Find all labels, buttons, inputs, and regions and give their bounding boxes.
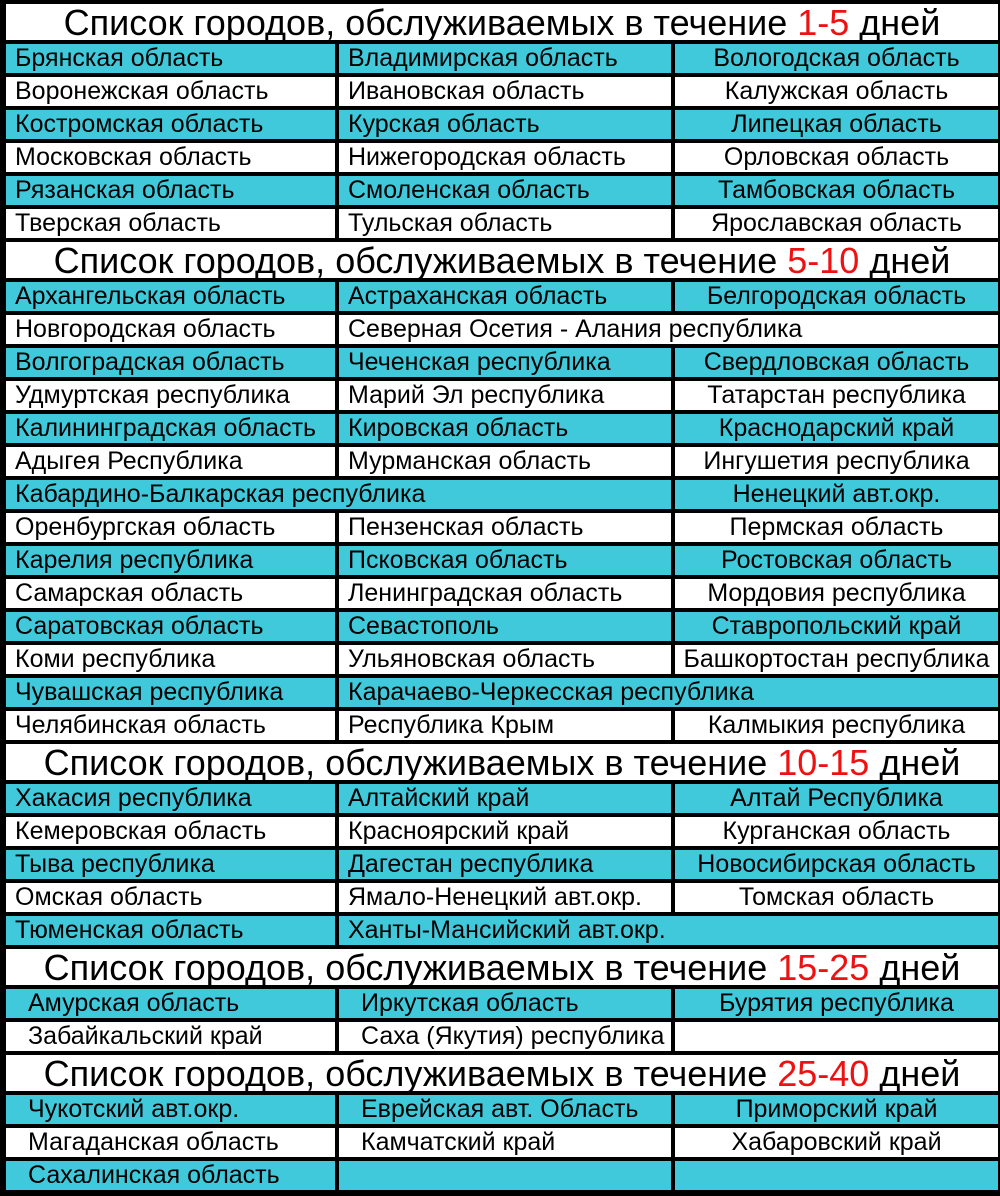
region-cell: Магаданская область — [3, 1126, 337, 1159]
region-cell: Астраханская область — [337, 280, 673, 313]
region-cell: Брянская область — [3, 42, 337, 75]
region-cell: Иркутская область — [337, 987, 673, 1020]
region-cell: Новосибирская область — [673, 848, 1000, 881]
days-range: 10-15 — [777, 741, 870, 783]
table-row — [3, 610, 1000, 643]
section-title-prefix: Список городов, обслуживаемых в течение — [53, 239, 788, 281]
region-cell: Карачаево-Черкесская республика — [337, 676, 1000, 709]
region-cell: Нижегородская область — [337, 141, 673, 174]
region-cell: Волгоградская область — [3, 346, 337, 379]
region-cell: Мордовия республика — [673, 577, 1000, 610]
region-cell: Красноярский край — [337, 815, 673, 848]
region-cell: Ленинградская область — [337, 577, 673, 610]
section-title-row — [3, 1053, 1000, 1093]
region-cell: Ямало-Ненецкий авт.окр. — [337, 881, 673, 914]
table-row — [3, 815, 1000, 848]
table-row — [3, 577, 1000, 610]
region-cell: Челябинская область — [3, 709, 337, 742]
region-cell: Тверская область — [3, 207, 337, 240]
region-cell: Удмуртская республика — [3, 379, 337, 412]
region-cell: Пермская область — [673, 511, 1000, 544]
table-row — [3, 987, 1000, 1020]
region-cell: Марий Эл республика — [337, 379, 673, 412]
region-cell: Мурманская область — [337, 445, 673, 478]
region-cell: Амурская область — [3, 987, 337, 1020]
table-row — [3, 445, 1000, 478]
table-row — [3, 42, 1000, 75]
region-cell: Ставропольский край — [673, 610, 1000, 643]
region-cell: Северная Осетия - Алания республика — [337, 313, 1000, 346]
region-cell: Ульяновская область — [337, 643, 673, 676]
region-cell: Рязанская область — [3, 174, 337, 207]
section-title-suffix: дней — [869, 1052, 961, 1094]
table-row — [3, 412, 1000, 445]
region-cell: Бурятия республика — [673, 987, 1000, 1020]
section-title-prefix: Список городов, обслуживаемых в течение — [43, 1052, 778, 1094]
table-row — [3, 1126, 1000, 1159]
region-cell: Камчатский край — [337, 1126, 673, 1159]
days-range: 1-5 — [797, 1, 850, 43]
table-row — [3, 643, 1000, 676]
region-cell: Омская область — [3, 881, 337, 914]
region-cell: Ивановская область — [337, 75, 673, 108]
region-cell: Кемеровская область — [3, 815, 337, 848]
region-cell: Чувашская республика — [3, 676, 337, 709]
region-cell: Ростовская область — [673, 544, 1000, 577]
region-cell: Приморский край — [673, 1093, 1000, 1126]
region-cell: Ненецкий авт.окр. — [673, 478, 1000, 511]
section-title-suffix: дней — [849, 1, 941, 43]
region-cell: Хабаровский край — [673, 1126, 1000, 1159]
section-title-suffix: дней — [869, 946, 961, 988]
table-row — [3, 914, 1000, 947]
region-cell: Алтай Республика — [673, 782, 1000, 815]
table-row — [3, 280, 1000, 313]
region-cell: Адыгея Республика — [3, 445, 337, 478]
days-range: 5-10 — [787, 239, 860, 281]
region-cell: Самарская область — [3, 577, 337, 610]
section-title-row — [3, 742, 1000, 782]
region-cell: Тульская область — [337, 207, 673, 240]
table-row — [3, 709, 1000, 742]
section-title-row — [3, 947, 1000, 987]
region-cell: Воронежская область — [3, 75, 337, 108]
section-title — [3, 1053, 1000, 1093]
region-cell: Саратовская область — [3, 610, 337, 643]
region-cell: Республика Крым — [337, 709, 673, 742]
table-row — [3, 313, 1000, 346]
table-row — [3, 108, 1000, 141]
region-cell: Вологодская область — [673, 42, 1000, 75]
region-cell: Чукотский авт.окр. — [3, 1093, 337, 1126]
region-cell: Томская область — [673, 881, 1000, 914]
section-title-row — [3, 2, 1000, 42]
region-cell: Башкортостан республика — [673, 643, 1000, 676]
region-cell: Кировская область — [337, 412, 673, 445]
region-cell: Сахалинская область — [3, 1159, 337, 1193]
table-row — [3, 881, 1000, 914]
region-cell: Тыва республика — [3, 848, 337, 881]
region-cell: Калининградская область — [3, 412, 337, 445]
region-cell: Дагестан республика — [337, 848, 673, 881]
table-row — [3, 346, 1000, 379]
region-cell: Краснодарский край — [673, 412, 1000, 445]
region-cell: Курганская область — [673, 815, 1000, 848]
region-cell: Оренбургская область — [3, 511, 337, 544]
table-row — [3, 676, 1000, 709]
region-cell: Смоленская область — [337, 174, 673, 207]
region-cell: Севастополь — [337, 610, 673, 643]
region-cell: Ханты-Мансийский авт.окр. — [337, 914, 1000, 947]
region-cell: Забайкальский край — [3, 1020, 337, 1053]
region-cell: Орловская область — [673, 141, 1000, 174]
table-row — [3, 141, 1000, 174]
section-title-prefix: Список городов, обслуживаемых в течение — [43, 946, 778, 988]
table-row — [3, 511, 1000, 544]
region-cell: Калмыкия республика — [673, 709, 1000, 742]
section-title — [3, 742, 1000, 782]
region-cell: Ингушетия республика — [673, 445, 1000, 478]
section-title — [3, 2, 1000, 42]
region-cell: Тюменская область — [3, 914, 337, 947]
region-cell: Свердловская область — [673, 346, 1000, 379]
region-cell: Чеченская республика — [337, 346, 673, 379]
region-cell: Белгородская область — [673, 280, 1000, 313]
section-title — [3, 947, 1000, 987]
region-cell — [673, 1159, 1000, 1193]
region-cell: Хакасия республика — [3, 782, 337, 815]
region-cell: Липецкая область — [673, 108, 1000, 141]
table-row — [3, 379, 1000, 412]
region-cell: Карелия республика — [3, 544, 337, 577]
region-cell — [337, 1159, 673, 1193]
table-row — [3, 1020, 1000, 1053]
section-title-prefix: Список городов, обслуживаемых в течение — [63, 1, 798, 43]
section-title-suffix: дней — [869, 741, 961, 783]
region-cell — [673, 1020, 1000, 1053]
table-row — [3, 75, 1000, 108]
region-cell: Псковская область — [337, 544, 673, 577]
region-cell: Московская область — [3, 141, 337, 174]
region-cell: Костромская область — [3, 108, 337, 141]
section-title — [3, 240, 1000, 280]
section-title-prefix: Список городов, обслуживаемых в течение — [43, 741, 778, 783]
region-cell: Тамбовская область — [673, 174, 1000, 207]
table-row — [3, 207, 1000, 240]
table-row — [3, 848, 1000, 881]
region-cell: Владимирская область — [337, 42, 673, 75]
region-cell: Пензенская область — [337, 511, 673, 544]
region-cell: Калужская область — [673, 75, 1000, 108]
table-row — [3, 782, 1000, 815]
region-cell: Еврейская авт. Область — [337, 1093, 673, 1126]
table-row — [3, 1159, 1000, 1193]
table-row — [3, 478, 1000, 511]
region-cell: Саха (Якутия) республика — [337, 1020, 673, 1053]
region-cell: Ярославская область — [673, 207, 1000, 240]
region-cell: Курская область — [337, 108, 673, 141]
section-title-suffix: дней — [859, 239, 951, 281]
days-range: 15-25 — [777, 946, 870, 988]
region-cell: Архангельская область — [3, 280, 337, 313]
region-cell: Алтайский край — [337, 782, 673, 815]
table-row — [3, 174, 1000, 207]
table-row — [3, 544, 1000, 577]
days-range: 25-40 — [777, 1052, 870, 1094]
table-row — [3, 1093, 1000, 1126]
region-cell: Кабардино-Балкарская республика — [3, 478, 673, 511]
region-cell: Татарстан республика — [673, 379, 1000, 412]
region-cell: Новгородская область — [3, 313, 337, 346]
section-title-row — [3, 240, 1000, 280]
region-cell: Коми республика — [3, 643, 337, 676]
